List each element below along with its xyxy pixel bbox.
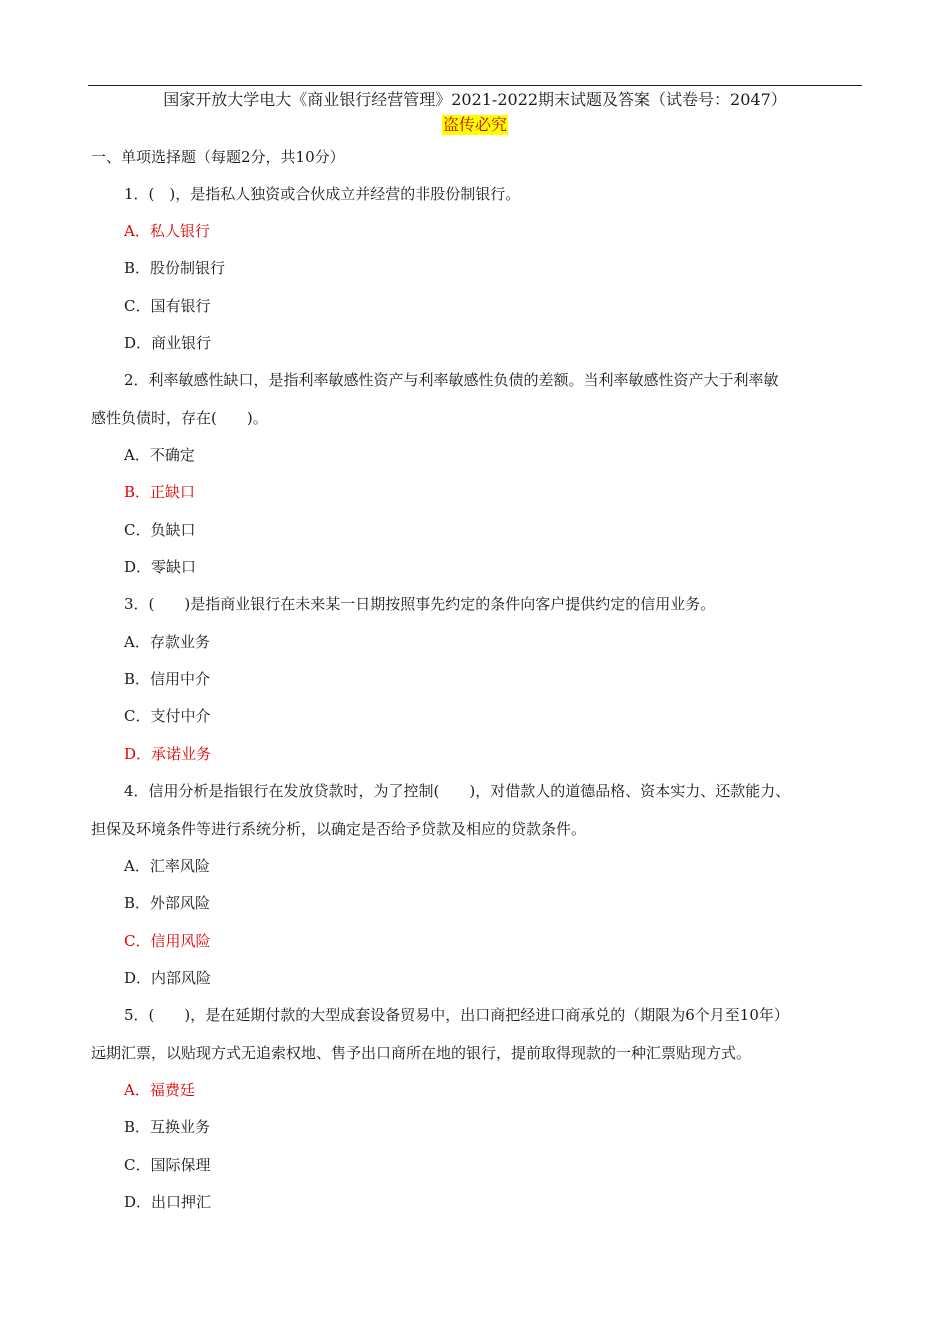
q5-option-d: D．出口押汇	[124, 1193, 212, 1211]
question-5-text-cont: 远期汇票，以贴现方式无追索权地、售予出口商所在地的银行，提前取得现款的一种汇票贴现方式。	[91, 1044, 752, 1062]
q1-option-c: C．国有银行	[124, 297, 211, 315]
question-2-text-cont: 感性负债时，存在( )。	[91, 409, 268, 427]
q3-option-b: B．信用中介	[124, 670, 211, 688]
question-1-text: 1．( )，是指私人独资或合伙成立并经营的非股份制银行。	[124, 185, 521, 203]
q2-option-c: C．负缺口	[124, 521, 196, 539]
q4-option-a: A．汇率风险	[124, 857, 210, 875]
q1-option-a: A．私人银行	[124, 222, 210, 240]
q4-option-b: B．外部风险	[124, 894, 211, 912]
question-5-text: 5．( )，是在延期付款的大型成套设备贸易中，出口商把经进口商承兑的（期限为6个月至10年）	[124, 1006, 789, 1024]
question-3-text: 3．( )是指商业银行在未来某一日期按照事先约定的条件向客户提供约定的信用业务。	[124, 595, 716, 613]
q5-option-b: B．互换业务	[124, 1118, 211, 1136]
q2-option-d: D．零缺口	[124, 558, 197, 576]
question-4-text: 4．信用分析是指银行在发放贷款时，为了控制( )，对借款人的道德品格、资本实力、还款能力、	[124, 782, 791, 800]
q3-option-d: D．承诺业务	[124, 745, 212, 763]
q4-option-d: D．内部风险	[124, 969, 212, 987]
q3-option-a: A．存款业务	[124, 633, 210, 651]
section-heading: 一、单项选择题（每题2分，共10分）	[91, 148, 345, 166]
q1-option-d: D．商业银行	[124, 334, 212, 352]
highlight-note: 盗传必究	[442, 115, 507, 134]
question-2-text: 2．利率敏感性缺口，是指利率敏感性资产与利率敏感性负债的差额。当利率敏感性资产大于利率敏	[124, 371, 779, 389]
q5-option-a: A．福费廷	[124, 1081, 195, 1099]
q1-option-b: B．股份制银行	[124, 259, 226, 277]
q3-option-c: C．支付中介	[124, 707, 211, 725]
q2-option-b: B．正缺口	[124, 483, 196, 501]
header-rule	[88, 85, 862, 86]
question-4-text-cont: 担保及环境条件等进行系统分析，以确定是否给予贷款及相应的贷款条件。	[91, 820, 587, 838]
q4-option-c: C．信用风险	[124, 932, 211, 950]
q5-option-c: C．国际保理	[124, 1156, 211, 1174]
q2-option-a: A．不确定	[124, 446, 195, 464]
document-title: 国家开放大学电大《商业银行经营管理》2021-2022期末试题及答案（试卷号：2047）	[163, 90, 787, 109]
